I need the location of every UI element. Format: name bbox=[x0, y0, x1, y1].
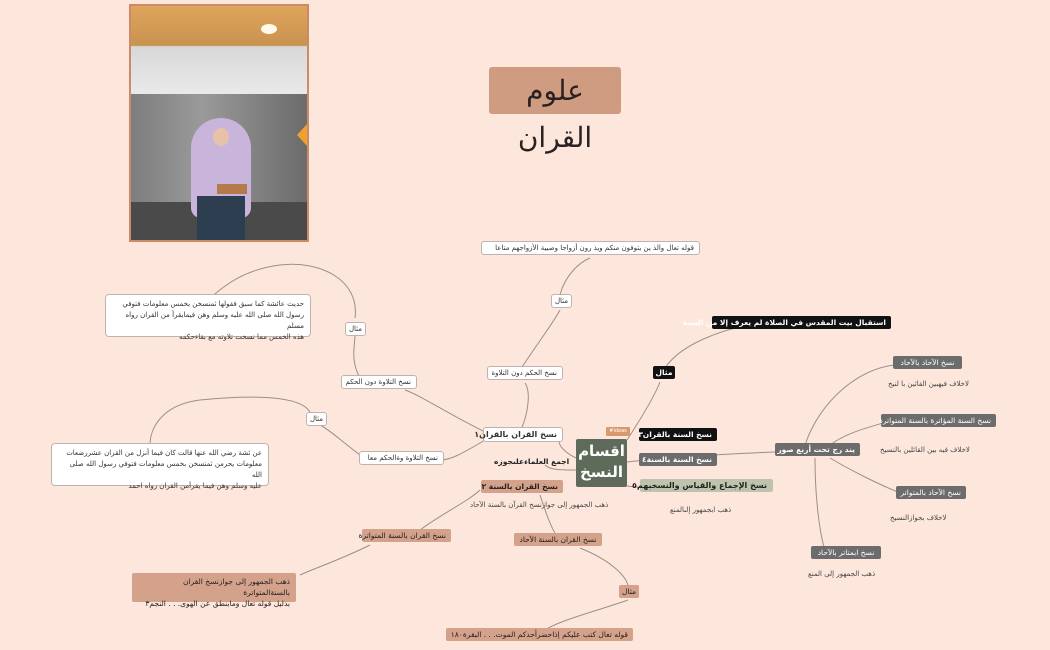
central-topic-line2: النسخ bbox=[580, 463, 623, 481]
node-tilawa-without-hukm[interactable]: نسخ التلاوة دون الحكم bbox=[341, 375, 417, 389]
node-mithal-left[interactable]: مثال bbox=[345, 322, 366, 336]
central-topic[interactable] bbox=[576, 439, 627, 487]
node-quran-by-quran[interactable]: نسخ القران بالقران١ bbox=[483, 427, 563, 442]
ideas-tag[interactable]: #ideas bbox=[606, 427, 630, 436]
note-ahad-by-ahad: لاخلاف فيهبين القائين با لنيخ bbox=[888, 380, 969, 388]
node-quran-by-sunnah[interactable]: نسخ القران بالسنة ٢ bbox=[481, 480, 563, 493]
node-mithal-top[interactable]: مثال bbox=[551, 294, 572, 308]
node-mutawatir-by-ahad[interactable]: نسخ ابمتاتر بالآحاد bbox=[811, 546, 881, 559]
node-mutawatira-by-mutawatira[interactable]: نسخ السنة المؤاترة بالسنة المتواترة bbox=[881, 414, 996, 427]
node-verse-bottom[interactable]: قوله تعال كتب عليكم إذاحضرأحدكم الموت. . . البقرة١٨٠ bbox=[446, 628, 633, 641]
mutawatira-note-line2: بدليل قوله تعال ومابنطق عن الهوى. . . النجم٣ bbox=[145, 599, 290, 608]
node-mutawatira-note[interactable] bbox=[132, 573, 296, 608]
node-ahad-by-ahad[interactable]: نسخ الآحاد بالآحاد bbox=[893, 356, 962, 369]
node-aisha-hadith-1[interactable] bbox=[105, 294, 311, 341]
note-mutawatir-by-ahad: ذهب الجمهور إلى المنع bbox=[808, 570, 876, 578]
node-mutawatira[interactable]: نسخ القران بالسنة المتواترة bbox=[362, 529, 451, 542]
profile-photo bbox=[129, 4, 309, 242]
aisha-2-line3: عليه وسلم وهن فيما يقرأمن القران رواه احمد bbox=[128, 482, 262, 490]
aisha-1-line2: رسول الله صلى الله عليه وسلم وهن فيمايقرأ من القران رواه مسلم bbox=[125, 311, 304, 330]
aisha-2-line1: عن ئشة رضي الله عنها قالت كان فيما أنزل من القران عشررضعات bbox=[66, 449, 262, 457]
node-consensus[interactable]: اجمع العلماءعلىجوزه bbox=[494, 457, 570, 466]
note-ahad-by-mutawatir: لاخلاف بجوازالنسيخ bbox=[890, 514, 947, 522]
aisha-2-line2: معلومات يحرمن ثمنسخن بخمس معلومات فتوفي رسول الله صلى الله bbox=[69, 460, 262, 479]
central-topic-line1: اقسام bbox=[578, 442, 625, 460]
node-sunnah-by-sunnah[interactable]: نسخ السنة بالسنة٤ bbox=[639, 453, 717, 466]
map-title[interactable]: علوم القران bbox=[489, 67, 621, 114]
aisha-1-line3: هذه الخمس مما نسخت تلاوته مع بقاءحكمه bbox=[178, 333, 304, 341]
node-ahad-by-mutawatir[interactable]: نسخ الآحاد بالمتواتر bbox=[896, 486, 966, 499]
node-mithal-right[interactable]: مثال bbox=[653, 366, 675, 379]
note-mutawatira: لاخلاف فيه بين القائلين بالنسيخ bbox=[880, 446, 970, 454]
node-verse-top[interactable]: قوله تعال والذ ين يتوفون منكم ويذ رون أزواجا وصيية الأزواجهم متاعا bbox=[481, 241, 700, 255]
node-ijma-qiyas[interactable]: نسخ الإجماع والقياس والنسخبهم٥ bbox=[640, 479, 773, 492]
node-tilawa-and-hukm[interactable]: نسخ التلاوة وةالحكم معا bbox=[359, 451, 444, 465]
note-ijma: ذهب ابجمهور إلىالمنع bbox=[670, 506, 732, 514]
mutawatira-note-line1: ذهب الجمهور إلى جوازنسخ القران بالسنةالمتواترة bbox=[182, 577, 290, 597]
node-aisha-hadith-2[interactable] bbox=[51, 443, 269, 490]
node-qibla[interactable]: استقبال بيت المقدس في الصلاة لم يعرف إلا من السنة bbox=[712, 316, 891, 329]
node-hukm-without-tilawa[interactable]: نسخ الحكم دون التلاوة bbox=[487, 366, 563, 380]
node-four-forms[interactable]: يند رج تحت أربع صور bbox=[775, 443, 860, 456]
node-sunnah-by-quran[interactable]: نسخ السنة بالقران٣ bbox=[639, 428, 717, 441]
node-mithal-lower[interactable]: مثال bbox=[306, 412, 327, 426]
aisha-1-line1: حديث عائشة كما سبق فقولها ثمنسخن بخمس معلومات فتوفي bbox=[122, 300, 304, 308]
node-mithal-bottom[interactable]: مثال bbox=[619, 585, 639, 598]
node-ahad[interactable]: نسخ القران بالسنة الآحاد bbox=[514, 533, 602, 546]
note-quran-by-sunnah: ذهب الجمهور إلى جوازنسخ القرآن بالسنة الآحاد bbox=[470, 501, 609, 509]
